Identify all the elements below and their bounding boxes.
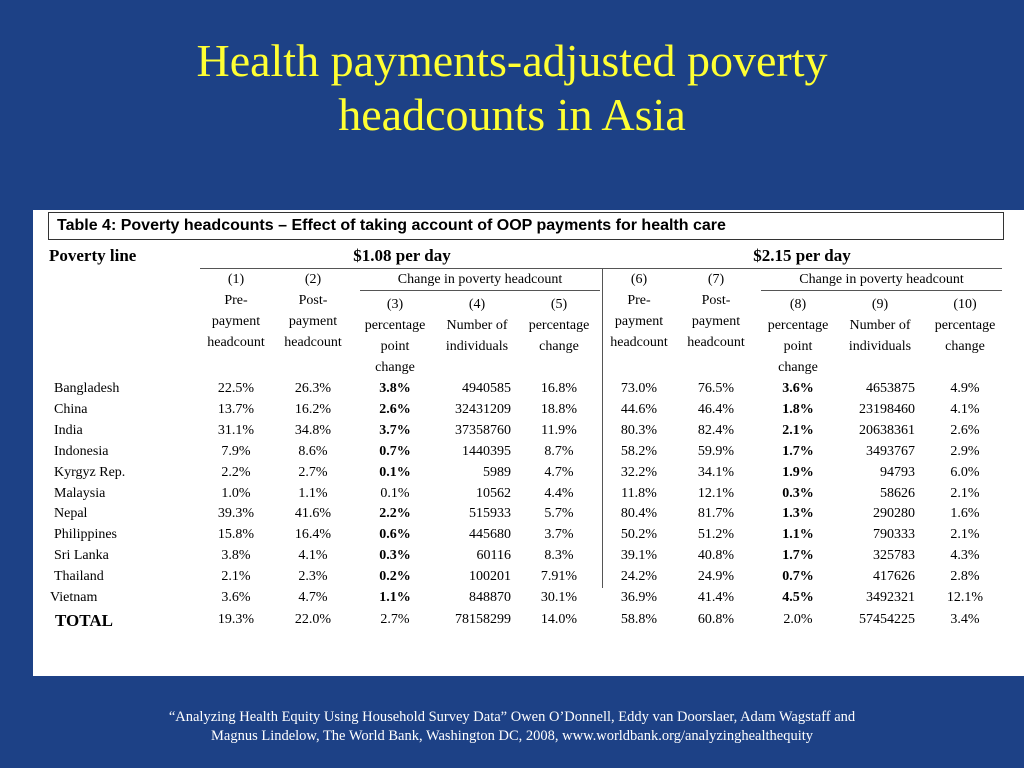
total-cell: 58.8% [620, 611, 658, 627]
table-cell: 4.1% [298, 548, 328, 564]
table-cell: 60116 [476, 548, 511, 564]
table-cell: 7.91% [540, 569, 578, 585]
table-cell: 325783 [873, 548, 915, 564]
col-header-3-line-3: change [375, 360, 415, 375]
table-cell: 16.8% [540, 381, 578, 396]
table-cell: 0.3% [379, 548, 411, 564]
table-cell: 100201 [469, 569, 511, 585]
total-cell: 19.3% [217, 611, 255, 627]
table-cell: 445680 [469, 527, 511, 543]
table-cell: 76.5% [697, 381, 735, 396]
col-header-9-line-2: individuals [848, 339, 912, 354]
table-cell: 417626 [873, 569, 915, 585]
total-cell: 2.7% [380, 611, 410, 627]
table-cell: 34.1% [697, 464, 735, 480]
table-cell: 3.7% [544, 527, 574, 543]
table-cell: 94793 [880, 464, 915, 480]
col-header-7-line-1: Post- [701, 293, 731, 308]
total-cell: 22.0% [294, 611, 332, 627]
col-header-4-line-1: Number of [446, 318, 508, 333]
table-cell: 4.5% [782, 590, 814, 605]
table-cell: 2.6% [379, 401, 411, 417]
table-cell: 16.2% [294, 401, 332, 417]
table-cell: 5.7% [544, 506, 574, 522]
table-cell: 11.8% [621, 485, 657, 501]
table-cell: 41.6% [294, 506, 332, 522]
table-cell: 4940585 [462, 381, 511, 396]
row-label: China [54, 401, 88, 417]
table-cell: 73.0% [620, 381, 658, 396]
col-number-10: (10) [953, 297, 977, 312]
citation-line-1: “Analyzing Health Equity Using Household Survey Data” Owen O’Donnell, Eddy van Doorslaer, Adam Wagstaff and [168, 709, 856, 725]
col-header-2-line-3: headcount [284, 335, 342, 350]
table-cell: 2.7% [298, 464, 328, 480]
table-cell: 1.1% [379, 590, 411, 605]
table-cell: 8.6% [298, 443, 328, 459]
row-label: Indonesia [54, 443, 109, 459]
table-cell: 0.3% [782, 485, 814, 501]
col-header-5-line-1: percentage [528, 318, 590, 333]
table-cell: 12.1% [697, 485, 735, 501]
col-header-1-line-2: payment [211, 314, 261, 329]
citation [0, 708, 1024, 746]
table-cell: 2.6% [950, 422, 980, 438]
table-cell: 44.6% [620, 401, 658, 417]
col-header-6-line-2: payment [614, 314, 664, 329]
table-cell: 3.6% [221, 590, 251, 605]
title-line-2: headcounts in Asia [338, 89, 686, 140]
table-cell: 82.4% [697, 422, 735, 438]
change-underline-2 [761, 290, 1002, 291]
table-cell: 2.9% [950, 443, 980, 459]
table-cell: 3.7% [379, 422, 411, 438]
table-cell: 0.6% [379, 527, 411, 543]
table-cell: 59.9% [697, 443, 735, 459]
table-cell: 1.1% [782, 527, 814, 543]
table-cell: 848870 [469, 590, 511, 605]
table-cell: 1.6% [950, 506, 980, 522]
col-header-4-line-2: individuals [445, 339, 509, 354]
table-cell: 2.2% [379, 506, 411, 522]
col-header-3-line-2: point [380, 339, 410, 354]
col-header-5-line-2: change [539, 339, 579, 354]
total-cell: 3.4% [950, 611, 980, 627]
row-label: Sri Lanka [54, 548, 109, 564]
table-cell: 24.2% [620, 569, 658, 585]
table-cell: 2.1% [950, 485, 980, 501]
table-cell: 12.1% [946, 590, 984, 605]
table-cell: 4.9% [950, 381, 980, 396]
table-cell: 40.8% [697, 548, 735, 564]
total-cell: 57454225 [859, 611, 915, 627]
row-label: India [54, 422, 83, 438]
table-cell: 0.7% [782, 569, 814, 585]
group-header-108: $1.08 per day [353, 246, 451, 265]
table-cell: 0.2% [379, 569, 411, 585]
table-cell: 1440395 [462, 443, 511, 459]
table-cell: 20638361 [859, 422, 915, 438]
table-cell: 8.7% [544, 443, 574, 459]
table-cell: 36.9% [620, 590, 658, 605]
table-cell: 1.8% [782, 401, 814, 417]
total-cell: 2.0% [783, 611, 813, 627]
table-cell: 80.3% [620, 422, 658, 438]
col-header-8-line-2: point [783, 339, 813, 354]
col-number-1: (1) [227, 272, 245, 287]
table-cell: 4653875 [866, 381, 915, 396]
col-header-8-line-1: percentage [767, 318, 829, 333]
row-label: Philippines [54, 527, 118, 543]
table-cell: 2.1% [950, 527, 980, 543]
col-number-8: (8) [789, 297, 807, 312]
change-underline-1 [360, 290, 600, 291]
col-number-4: (4) [468, 297, 486, 312]
table-cell: 37358760 [455, 422, 511, 438]
table-cell: 32.2% [620, 464, 658, 480]
col-header-7-line-3: headcount [687, 335, 745, 350]
table-cell: 5989 [483, 464, 511, 480]
row-label: Bangladesh [54, 381, 120, 396]
col-header-10-line-1: percentage [934, 318, 996, 333]
table-cell: 41.4% [697, 590, 735, 605]
table-cell: 30.1% [540, 590, 578, 605]
col-number-7: (7) [707, 272, 725, 287]
table-cell: 2.2% [221, 464, 251, 480]
total-cell: 78158299 [455, 611, 511, 627]
table-cell: 6.0% [950, 464, 980, 480]
table-cell: 1.3% [782, 506, 814, 522]
col-number-2: (2) [304, 272, 322, 287]
table-cell: 0.1% [379, 464, 411, 480]
total-label: TOTAL [55, 610, 113, 630]
table-cell: 0.1% [380, 485, 410, 501]
poverty-line-label: Poverty line [49, 246, 137, 265]
table-cell: 1.0% [221, 485, 251, 501]
table-cell: 3492321 [866, 590, 915, 605]
table-cell: 0.7% [379, 443, 411, 459]
total-cell: 60.8% [697, 611, 735, 627]
table-cell: 46.4% [697, 401, 735, 417]
col-number-3: (3) [386, 297, 404, 312]
table-cell: 290280 [873, 506, 915, 522]
col-header-6-line-1: Pre- [627, 293, 651, 308]
table-cell: 10562 [476, 485, 511, 501]
table-cell: 58626 [880, 485, 915, 501]
table-cell: 3.8% [221, 548, 251, 564]
table-cell: 50.2% [620, 527, 658, 543]
table-cell: 34.8% [294, 422, 332, 438]
table-cell: 13.7% [217, 401, 255, 417]
table-caption: Table 4: Poverty headcounts – Effect of taking account of OOP payments for health care [48, 212, 1004, 240]
col-header-1-line-1: Pre- [224, 293, 248, 308]
table-cell: 8.3% [544, 548, 574, 564]
table-cell: 22.5% [217, 381, 255, 396]
table-cell: 18.8% [540, 401, 578, 417]
col-header-10-line-2: change [945, 339, 985, 354]
table-cell: 1.7% [782, 443, 814, 459]
change-header-2: Change in poverty headcount [799, 272, 964, 287]
table-cell: 2.8% [950, 569, 980, 585]
table-cell: 16.4% [294, 527, 332, 543]
col-header-7-line-2: payment [691, 314, 741, 329]
table-cell: 7.9% [221, 443, 251, 459]
col-header-6-line-3: headcount [610, 335, 668, 350]
table-cell: 80.4% [620, 506, 658, 522]
row-label: Nepal [54, 506, 88, 522]
table-cell: 2.3% [298, 569, 328, 585]
table-cell: 4.4% [544, 485, 574, 501]
table-cell: 3.6% [782, 381, 814, 396]
col-header-9-line-1: Number of [849, 318, 911, 333]
table-cell: 2.1% [221, 569, 251, 585]
table-cell: 51.2% [697, 527, 735, 543]
table-cell: 26.3% [294, 381, 332, 396]
slide-title [0, 34, 1024, 142]
table-cell: 11.9% [541, 422, 577, 438]
title-line-1: Health payments-adjusted poverty [196, 35, 828, 86]
table-cell: 31.1% [217, 422, 255, 438]
row-label: Vietnam [50, 590, 98, 605]
table-cell: 3.8% [379, 381, 411, 396]
col-header-2-line-2: payment [288, 314, 338, 329]
table-cell: 4.7% [544, 464, 574, 480]
table-cell: 3493767 [866, 443, 915, 459]
table-panel [33, 210, 1024, 676]
change-header-1: Change in poverty headcount [397, 272, 563, 287]
table-cell: 790333 [873, 527, 915, 543]
table-cell: 1.7% [782, 548, 814, 564]
table-cell: 32431209 [455, 401, 511, 417]
table-cell: 24.9% [697, 569, 735, 585]
col-number-5: (5) [550, 297, 568, 312]
table-cell: 4.1% [950, 401, 980, 417]
table-cell: 39.3% [217, 506, 255, 522]
group-divider [602, 268, 603, 588]
table-cell: 4.7% [298, 590, 328, 605]
table-cell: 1.9% [782, 464, 814, 480]
table-cell: 1.1% [298, 485, 328, 501]
table-cell: 515933 [469, 506, 511, 522]
col-header-1-line-3: headcount [207, 335, 265, 350]
row-label: Malaysia [54, 485, 106, 501]
table-cell: 39.1% [620, 548, 658, 564]
citation-line-2: Magnus Lindelow, The World Bank, Washington DC, 2008, www.worldbank.org/analyzinghealthequity [210, 728, 814, 744]
table-cell: 4.3% [950, 548, 980, 564]
row-label: Kyrgyz Rep. [54, 464, 126, 480]
col-header-3-line-1: percentage [364, 318, 426, 333]
table-cell: 58.2% [620, 443, 658, 459]
col-number-6: (6) [630, 272, 648, 287]
col-number-9: (9) [871, 297, 889, 312]
col-header-8-line-3: change [778, 360, 818, 375]
table-cell: 23198460 [859, 401, 915, 417]
table-cell: 81.7% [697, 506, 735, 522]
total-cell: 14.0% [540, 611, 578, 627]
group-header-215: $2.15 per day [753, 246, 851, 265]
table-cell: 2.1% [782, 422, 814, 438]
row-label: Thailand [54, 569, 104, 585]
table-cell: 15.8% [217, 527, 255, 543]
col-header-2-line-1: Post- [298, 293, 328, 308]
